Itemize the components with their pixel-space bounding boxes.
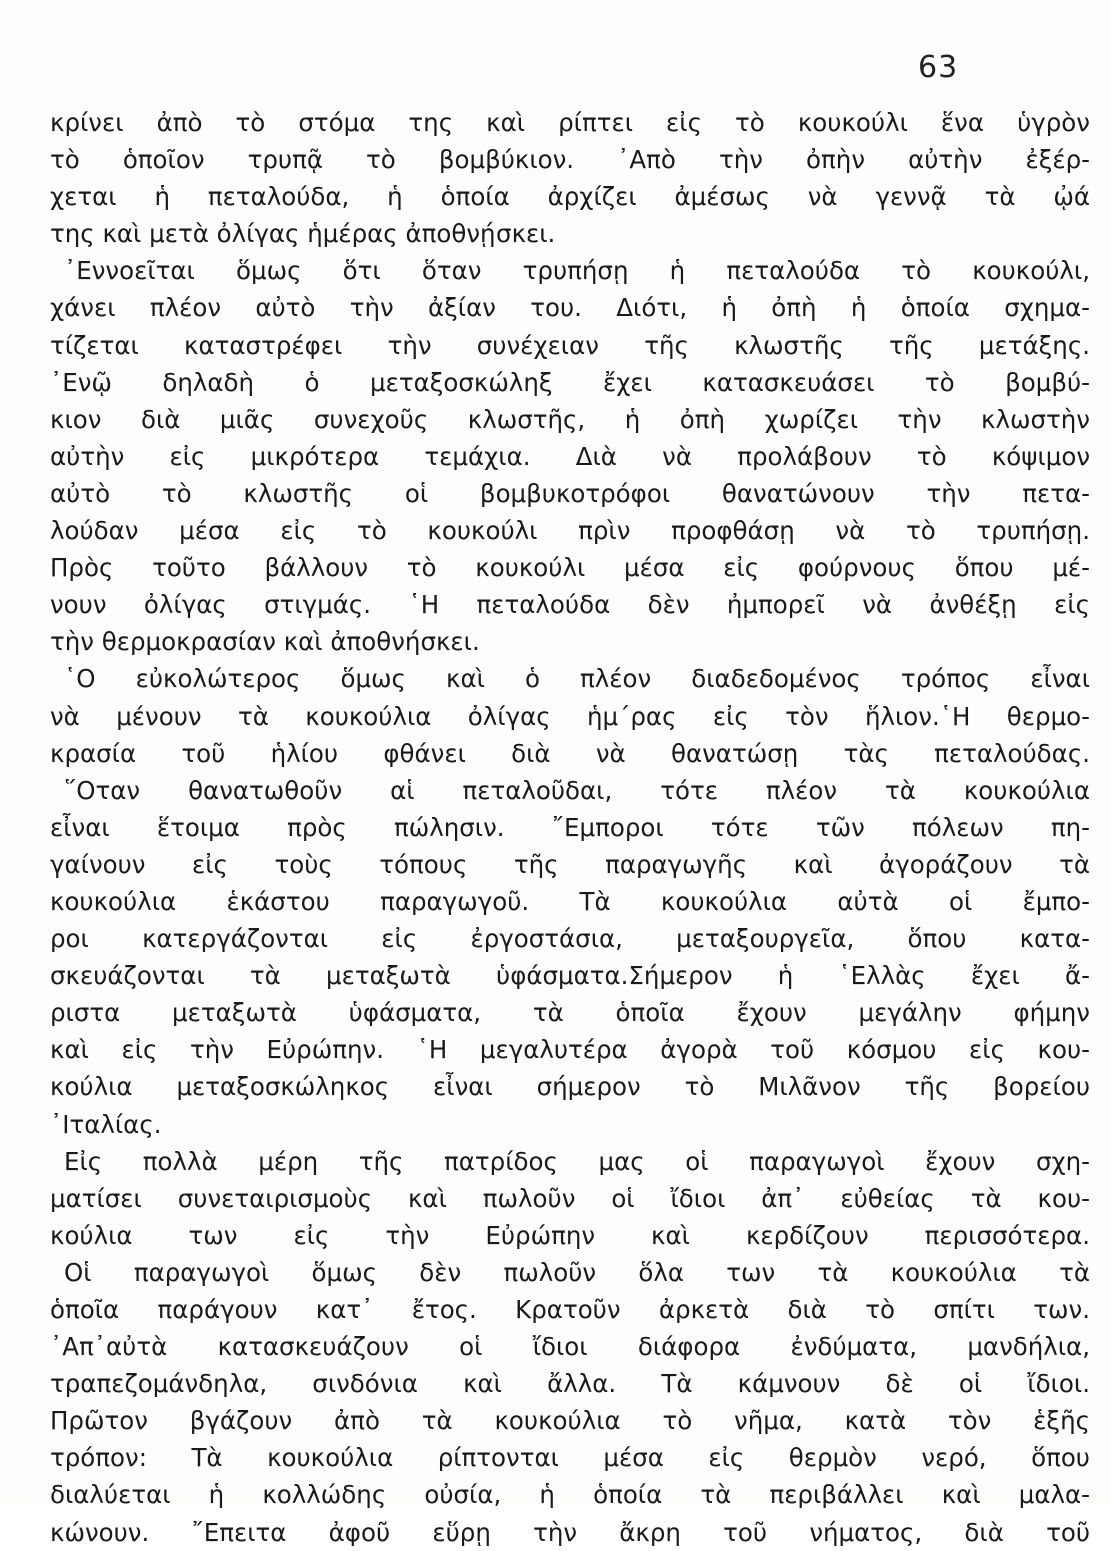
text-line: ριστα μεταξωτὰ ὑφάσματα, τὰ ὁποῖα ἔχουν μεγάλην φήμην <box>50 998 1090 1028</box>
body-text <box>50 104 1090 1551</box>
text-line: ὁποῖα παράγουν κατ᾽ ἔτος. Κρατοῦν ἀρκετὰ διὰ τὸ σπίτι των. <box>50 1295 1090 1324</box>
text-line: ᾽Εννοεῖται ὅμως ὅτι ὅταν τρυπήσῃ ἡ πεταλούδα τὸ κουκούλι, <box>64 256 1090 286</box>
text-line: κρίνει ἀπὸ τὸ στόμα της καὶ ρίπτει εἰς τὸ κουκούλι ἕνα ὑγρὸν <box>50 108 1090 137</box>
text-line: καὶ εἰς τὴν Εὐρώπην. ῾Η μεγαλυτέρα ἀγορὰ τοῦ κόσμου εἰς κου- <box>50 1035 1090 1065</box>
text-line: κρασία τοῦ ἡλίου φθάνει διὰ νὰ θανατώσῃ τὰς πεταλούδας. <box>50 738 1090 768</box>
text-line: κώνουν. ῎Επειτα ἀφοῦ εὕρῃ τὴν ἄκρη τοῦ νήματος, διὰ τοῦ <box>50 1517 1090 1547</box>
text-line: Εἰς πολλὰ μέρη τῆς πατρίδος μας οἱ παραγωγοὶ ἔχουν σχη- <box>64 1146 1090 1176</box>
text-line: σκευάζονται τὰ μεταξωτὰ ὑφάσματα.Σήμερον ἡ ῾Ελλὰς ἔχει ἄ- <box>50 961 1090 991</box>
page-number: 63 <box>918 50 959 85</box>
text-line: ματίσει συνεταιρισμοὺς καὶ πωλοῦν οἱ ἴδιοι ἀπ᾽ εὐθείας τὰ κου- <box>50 1183 1090 1213</box>
text-line: αὐτὸ τὸ κλωστῆς οἱ βομβυκοτρόφοι θανατώνουν τὴν πετα- <box>50 478 1090 508</box>
text-line: χάνει πλέον αὐτὸ τὴν ἀξίαν του. Διότι, ἡ ὀπὴ ἡ ὁποία σχημα- <box>50 293 1090 323</box>
text-line: Οἱ παραγωγοὶ ὅμως δὲν πωλοῦν ὅλα των τὰ κουκούλια τὰ <box>64 1257 1090 1287</box>
text-line: τίζεται καταστρέφει τὴν συνέχειαν τῆς κλωστῆς τῆς μετάξης. <box>50 330 1090 360</box>
text-line: κουκούλια ἑκάστου παραγωγοῦ. Τὰ κουκούλια αὐτὰ οἱ ἔμπο- <box>50 886 1090 916</box>
text-line: κιον διὰ μιᾶς συνεχοῦς κλωστῆς, ἡ ὀπὴ χωρίζει τὴν κλωστὴν <box>50 404 1090 434</box>
text-line: χεται ἡ πεταλούδα, ἡ ὁποία ἀρχίζει ἀμέσως νὰ γεννᾷ τὰ ᾠά <box>50 182 1090 212</box>
text-line: ᾽Απ᾽αὐτὰ κατασκευάζουν οἱ ἴδιοι διάφορα ἐνδύματα, μανδήλια, <box>50 1332 1090 1362</box>
text-line: ῾Ο εὐκολώτερος ὅμως καὶ ὁ πλέον διαδεδομένος τρόπος εἶναι <box>64 664 1090 694</box>
text-line: Πρὸς τοῦτο βάλλουν τὸ κουκούλι μέσα εἰς φούρνους ὅπου μέ- <box>50 553 1090 583</box>
text-line: ᾽Ιταλίας. <box>50 1109 162 1139</box>
text-line: Πρῶτον βγάζουν ἀπὸ τὰ κουκούλια τὸ νῆμα, κατὰ τὸν ἑξῆς <box>50 1406 1090 1436</box>
text-line: τραπεζομάνδηλα, σινδόνια καὶ ἄλλα. Τὰ κάμνουν δὲ οἱ ἴδιοι. <box>50 1369 1090 1399</box>
text-line: τὴν θερμοκρασίαν καὶ ἀποθνήσκει. <box>50 627 480 657</box>
text-line: κούλια μεταξοσκώληκος εἶναι σήμερον τὸ Μιλᾶνον τῆς βορείου <box>50 1072 1090 1102</box>
text-line: ῞Οταν θανατωθοῦν αἱ πεταλοῦδαι, τότε πλέον τὰ κουκούλια <box>64 775 1090 805</box>
text-line: ᾽Ενῷ δηλαδὴ ὁ μεταξοσκώληξ ἔχει κατασκευάσει τὸ βομβύ- <box>50 367 1090 397</box>
text-line: ροι κατεργάζονται εἰς ἐργοστάσια, μεταξουργεῖα, ὅπου κατα- <box>50 924 1090 954</box>
text-line: νουν ὀλίγας στιγμάς. ῾Η πεταλούδα δὲν ἠμπορεῖ νὰ ἀνθέξῃ εἰς <box>50 590 1090 620</box>
text-line: γαίνουν εἰς τοὺς τόπους τῆς παραγωγῆς καὶ ἀγοράζουν τὰ <box>50 849 1090 879</box>
text-line: διαλύεται ἡ κολλώδης οὐσία, ἡ ὁποία τὰ περιβάλλει καὶ μαλα- <box>50 1480 1090 1510</box>
text-line: τὸ ὁποῖον τρυπᾷ τὸ βομβύκιον. ᾽Απὸ τὴν ὀπὴν αὐτὴν ἐξέρ- <box>50 145 1090 175</box>
text-line: της καὶ μετὰ ὀλίγας ἡμέρας ἀποθνῄσκει. <box>50 219 556 249</box>
text-line: αὐτὴν εἰς μικρότερα τεμάχια. Διὰ νὰ προλάβουν τὸ κόψιμον <box>50 441 1090 471</box>
text-line: κούλια των εἰς τὴν Εὐρώπην καὶ κερδίζουν περισσότερα. <box>50 1220 1090 1250</box>
text-line: τρόπον: Τὰ κουκούλια ρίπτονται μέσα εἰς θερμὸν νερό, ὅπου <box>50 1443 1090 1473</box>
text-line: λούδαν μέσα εἰς τὸ κουκούλι πρὶν προφθάσῃ νὰ τὸ τρυπήσῃ. <box>50 516 1090 546</box>
text-line: νὰ μένουν τὰ κουκούλια ὀλίγας ἡμ΄ρας εἰς τὸν ἥλιον.῾Η θερμο- <box>50 701 1090 731</box>
text-line: εἶναι ἕτοιμα πρὸς πώλησιν. ῎Εμποροι τότε τῶν πόλεων πη- <box>50 812 1090 842</box>
